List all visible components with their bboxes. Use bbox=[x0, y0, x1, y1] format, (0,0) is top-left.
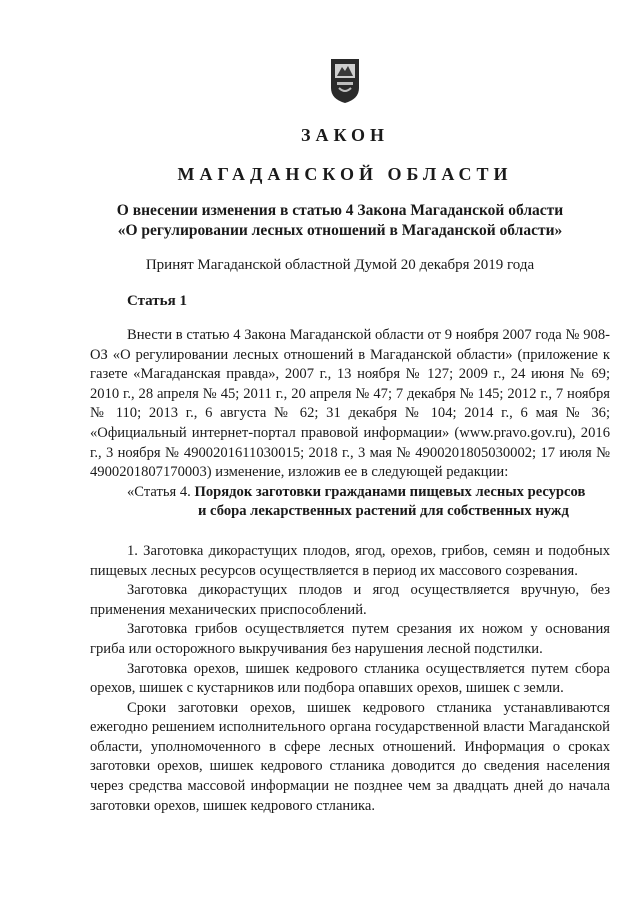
subtitle-line-1: О внесении изменения в статью 4 Закона Магаданской области bbox=[116, 202, 564, 219]
paragraph: Заготовка грибов осуществляется путем срезания их ножом у основания гриба или осторожного выкручивания без нарушения лесной подстилки. bbox=[90, 621, 610, 657]
article-body bbox=[90, 326, 610, 816]
paragraph: Заготовка орехов, шишек кедрового стланика осуществляется путем сбора орехов, шишек с кустарников или подбора опавших орехов, шишек с земли. bbox=[90, 660, 610, 697]
paragraph: 1. Заготовка дикорастущих плодов, ягод, орехов, грибов, семян и подобных пищевых лесных ресурсов осуществляется в период их массового созревания. bbox=[90, 542, 610, 579]
article-intro: Внести в статью 4 Закона Магаданской области от 9 ноября 2007 года № 908-ОЗ «О регулировании лесных отношений в Магаданской области» (приложение к газете «Магаданская правда», 2007 г., 13 ноября № 127; 2009 г., 24 июня № 69; 2010 г., 28 апреля № 45; 2011 г., 20 апреля № 47; 7 декабря № 145; 2012 г., 7 ноября № 110; 2013 г., 6 августа № 62; 31 декабря № 104; 2014 г., 6 мая № 36; «Официальный интернет-портал правовой информации» (www.pravo.gov.ru), 2016 г., 3 ноября № 4900201611030015; 2018 г., 3 мая № 4900201805030002; 17 июля № 4900201807170003) изменение, изложив ее в следующей редакции: bbox=[90, 327, 610, 481]
quoted-heading-part-1: Порядок заготовки гражданами пищевых лесных ресурсов bbox=[194, 483, 586, 500]
adoption-note: Принят Магаданской областной Думой 20 декабря 2019 года bbox=[145, 257, 535, 273]
document-title: ЗАКОН bbox=[300, 125, 390, 145]
document-subtitle bbox=[60, 201, 620, 241]
document-region: МАГАДАНСКОЙ ОБЛАСТИ bbox=[177, 164, 513, 184]
paragraph: Сроки заготовки орехов, шишек кедрового стланика устанавливаются ежегодно решением исполнительного органа государственной власти Магаданской области, уполномоченного в сфере лесных отношений. Информация о сроках заготовки орехов, шишек кедрового стланика доводится до сведения населения через средства массовой информации не позднее чем за двадцать дней до начала заготовки орехов, шишек кедрового стланика. bbox=[90, 699, 610, 814]
subtitle-line-2: «О регулировании лесных отношений в Магаданской области» bbox=[117, 222, 563, 239]
quoted-article-prefix: «Статья 4. bbox=[127, 483, 195, 500]
article-label: Статья 1 bbox=[127, 293, 187, 309]
quoted-heading-part-2: и сбора лекарственных растений для собственных нужд bbox=[198, 503, 569, 520]
quoted-article-heading bbox=[90, 483, 610, 503]
paragraph: Заготовка дикорастущих плодов и ягод осуществляется вручную, без применения механических приспособлений. bbox=[90, 582, 610, 618]
coat-of-arms-icon bbox=[330, 58, 360, 104]
